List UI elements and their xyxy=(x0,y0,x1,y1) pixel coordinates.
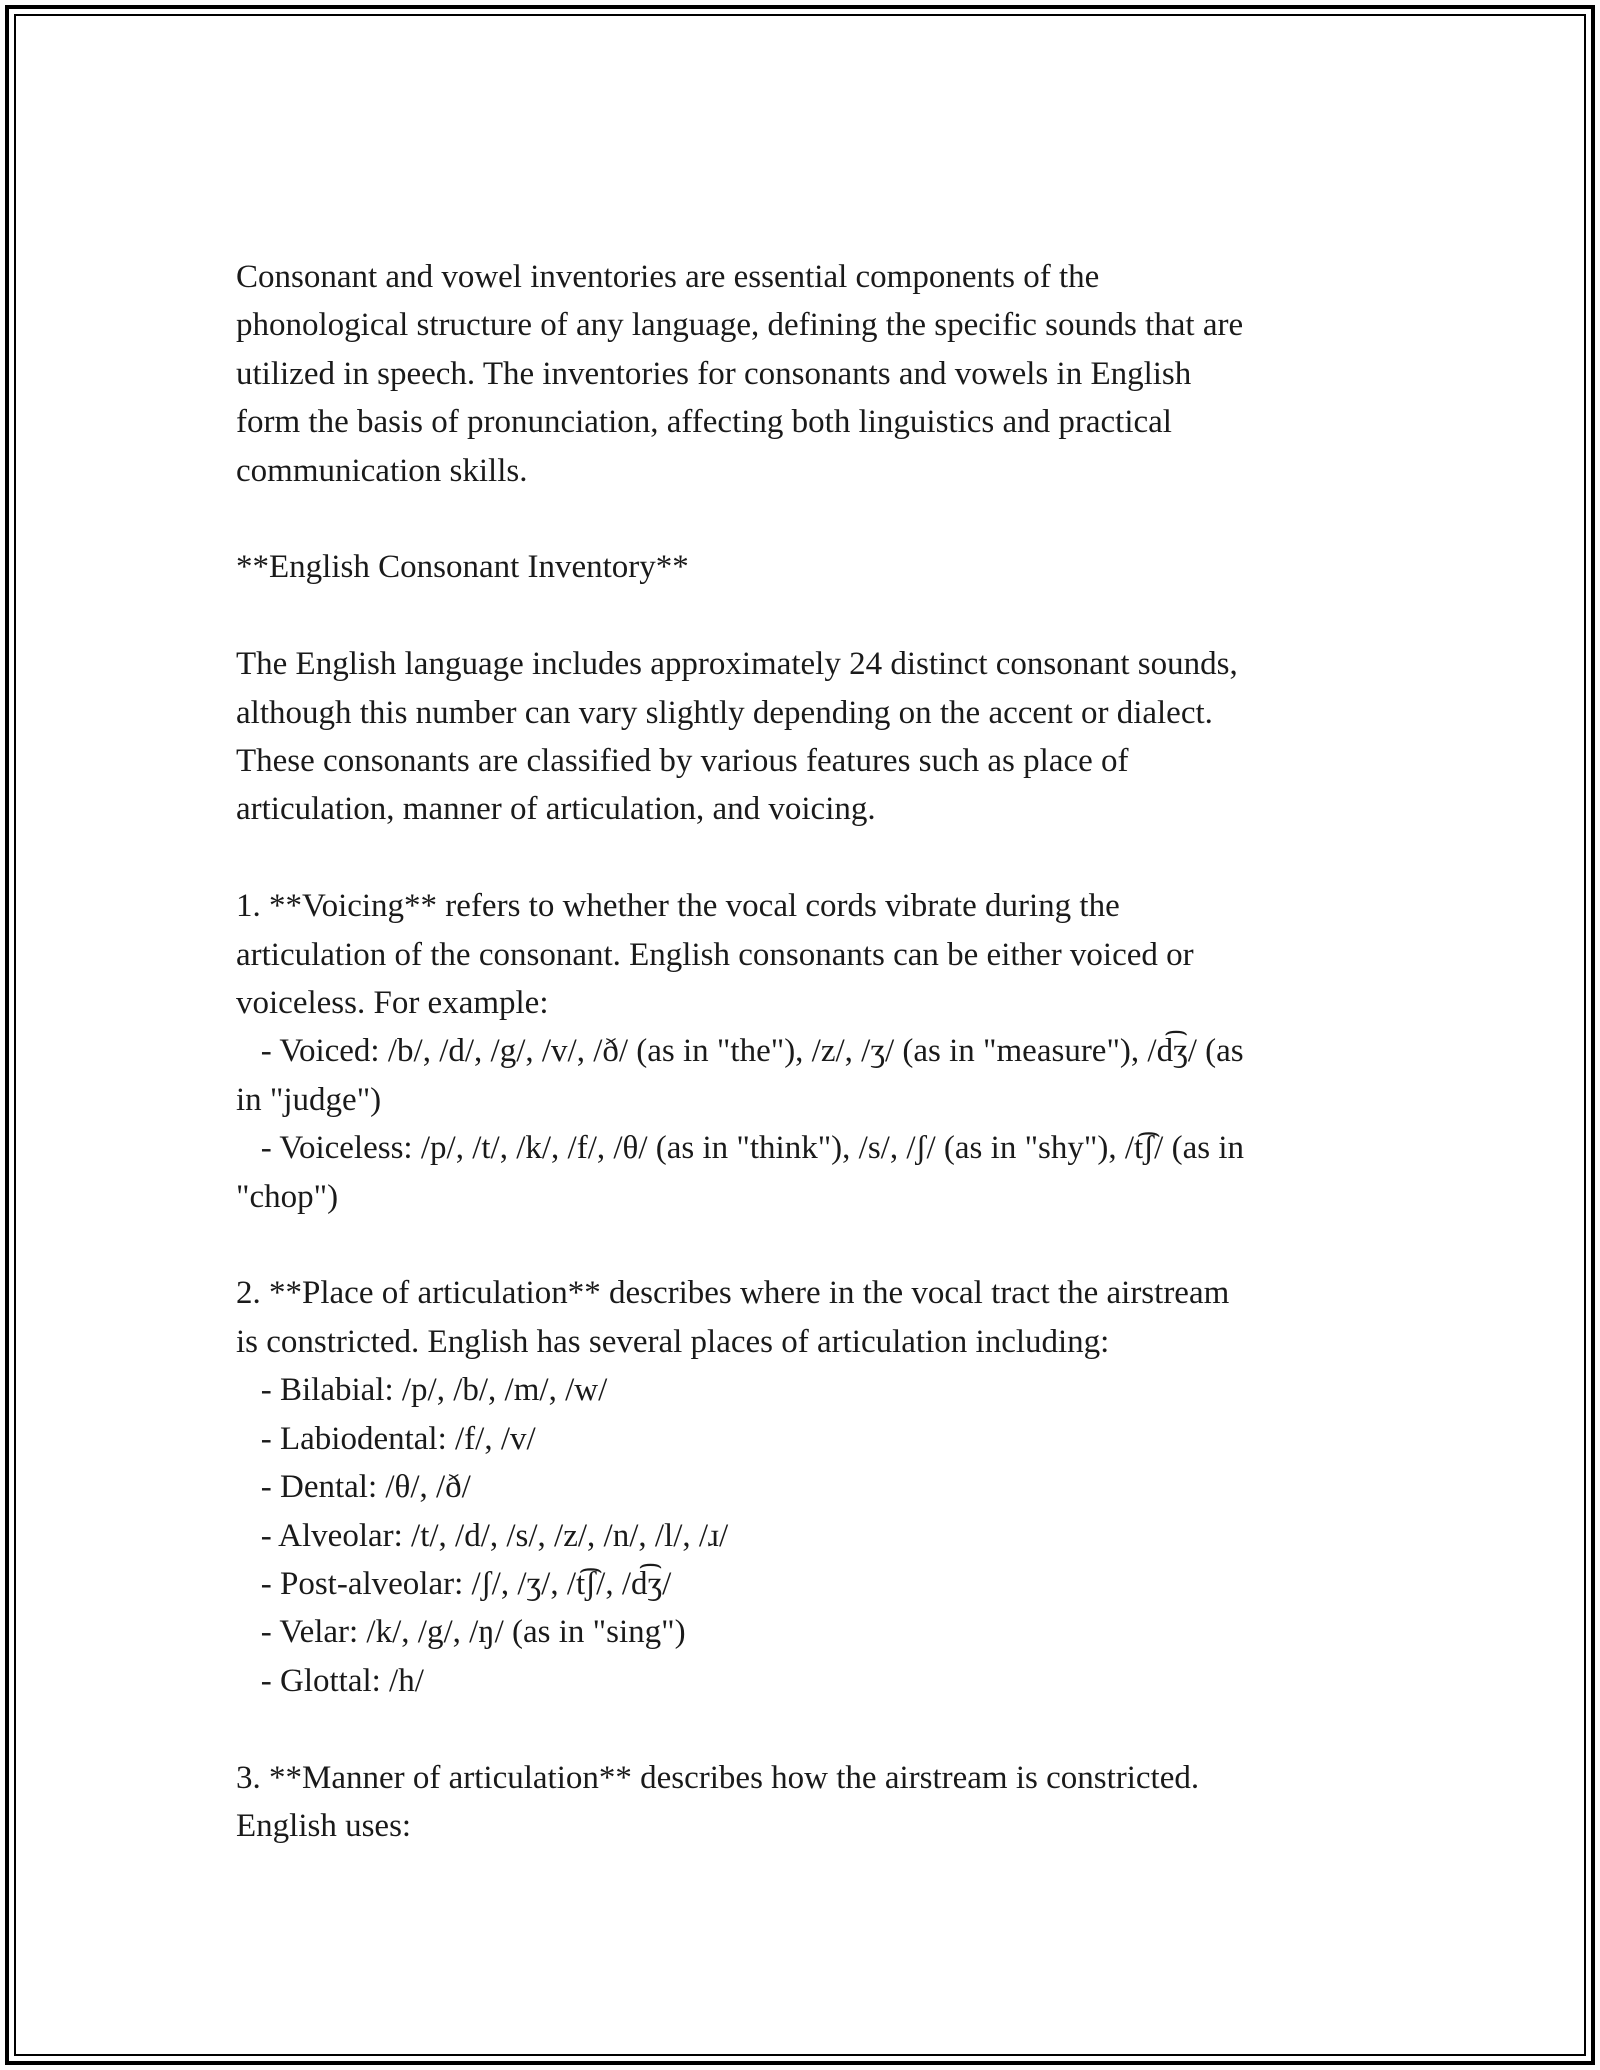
text-line: is constricted. English has several places of articulation including: xyxy=(236,1323,1110,1360)
text-line: English uses: xyxy=(236,1807,412,1844)
text-line: The English language includes approximately 24 distinct consonant sounds, xyxy=(236,646,1238,683)
manner-section xyxy=(236,1754,1366,1851)
section-heading xyxy=(236,543,1366,591)
list-item-alveolar: - Alveolar: /t/, /d/, /s/, /z/, /n/, /l/, /ɹ/ xyxy=(236,1517,729,1554)
list-item-glottal: - Glottal: /h/ xyxy=(236,1662,424,1699)
text-line: 2. **Place of articulation** describes where in the vocal tract the airstream xyxy=(236,1275,1230,1312)
text-line: articulation, manner of articulation, and voicing. xyxy=(236,791,876,828)
text-line: form the basis of pronunciation, affecting both linguistics and practical xyxy=(236,404,1172,441)
overview-paragraph xyxy=(236,640,1366,834)
list-item-labiodental: - Labiodental: /f/, /v/ xyxy=(236,1420,536,1457)
text-line: although this number can vary slightly depending on the accent or dialect. xyxy=(236,694,1213,731)
list-item-velar: - Velar: /k/, /g/, /ŋ/ (as in "sing") xyxy=(236,1614,686,1651)
text-line: articulation of the consonant. English consonants can be either voiced or xyxy=(236,936,1194,973)
text-line: utilized in speech. The inventories for consonants and vowels in English xyxy=(236,355,1192,392)
intro-paragraph xyxy=(236,253,1366,495)
text-line: phonological structure of any language, defining the specific sounds that are xyxy=(236,307,1244,344)
text-line: communication skills. xyxy=(236,452,528,489)
voicing-section xyxy=(236,882,1366,1221)
list-item-dental: - Dental: /θ/, /ð/ xyxy=(236,1469,471,1506)
voiceless-list-item: - Voiceless: /p/, /t/, /k/, /f/, /θ/ (as in "think"), /s/, /ʃ/ (as in "shy"), /t͡ʃ/ (as in xyxy=(236,1130,1244,1167)
place-section xyxy=(236,1269,1366,1705)
text-line: "chop") xyxy=(236,1178,339,1215)
text-line: 3. **Manner of articulation** describes how the airstream is constricted. xyxy=(236,1759,1200,1796)
list-item-post-alveolar: - Post-alveolar: /ʃ/, /ʒ/, /t͡ʃ/, /d͡ʒ/ xyxy=(236,1565,672,1602)
voiced-list-item: - Voiced: /b/, /d/, /g/, /v/, /ð/ (as in "the"), /z/, /ʒ/ (as in "measure"), /d͡ʒ/ (as xyxy=(236,1033,1244,1070)
heading-text: **English Consonant Inventory** xyxy=(236,549,689,586)
text-line: voiceless. For example: xyxy=(236,985,549,1022)
text-line: in "judge") xyxy=(236,1081,382,1118)
text-line: Consonant and vowel inventories are essential components of the xyxy=(236,259,1100,295)
list-item-bilabial: - Bilabial: /p/, /b/, /m/, /w/ xyxy=(236,1372,608,1409)
text-line: 1. **Voicing** refers to whether the vocal cords vibrate during the xyxy=(236,888,1120,925)
document-body xyxy=(236,253,1366,1899)
text-line: These consonants are classified by various features such as place of xyxy=(236,743,1129,780)
